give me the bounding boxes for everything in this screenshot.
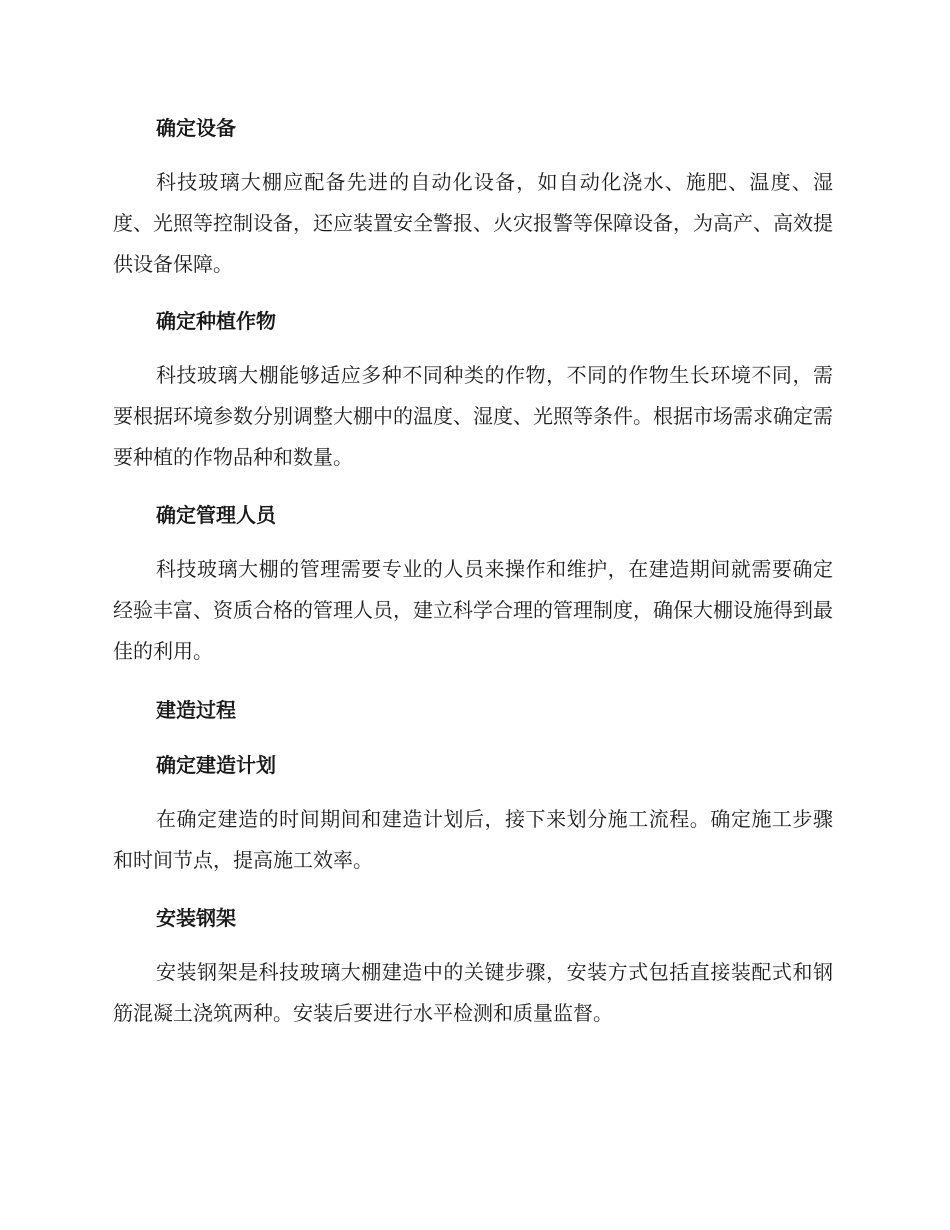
section-heading-management: 确定管理人员: [156, 503, 276, 527]
section-heading-construction-process: 建造过程: [156, 698, 236, 722]
section-heading-equipment: 确定设备: [156, 116, 236, 140]
section-body-crops: 科技玻璃大棚能够适应多种不同种类的作物，不同的作物生长环境不同，需要根据环境参数分别调整大棚中的温度、湿度、光照等条件。根据市场需求确定需要种植的作物品种和数量。: [113, 363, 833, 469]
section-heading-construction-plan: 确定建造计划: [156, 753, 276, 777]
section-body-construction-plan: 在确定建造的时间期间和建造计划后，接下来划分施工流程。确定施工步骤和时间节点，提高施工效率。: [113, 807, 833, 872]
section-body-equipment: 科技玻璃大棚应配备先进的自动化设备，如自动化浇水、施肥、温度、湿度、光照等控制设备，还应装置安全警报、火灾报警等保障设备，为高产、高效提供设备保障。: [113, 170, 833, 276]
section-body-management: 科技玻璃大棚的管理需要专业的人员来操作和维护，在建造期间就需要确定经验丰富、资质合格的管理人员，建立科学合理的管理制度，确保大棚设施得到最佳的利用。: [113, 557, 833, 663]
section-heading-steel-frame: 安装钢架: [156, 906, 236, 930]
section-heading-crops: 确定种植作物: [156, 309, 276, 333]
section-body-steel-frame: 安装钢架是科技玻璃大棚建造中的关键步骤，安装方式包括直接装配式和钢筋混凝土浇筑两种。安装后要进行水平检测和质量监督。: [113, 960, 833, 1025]
